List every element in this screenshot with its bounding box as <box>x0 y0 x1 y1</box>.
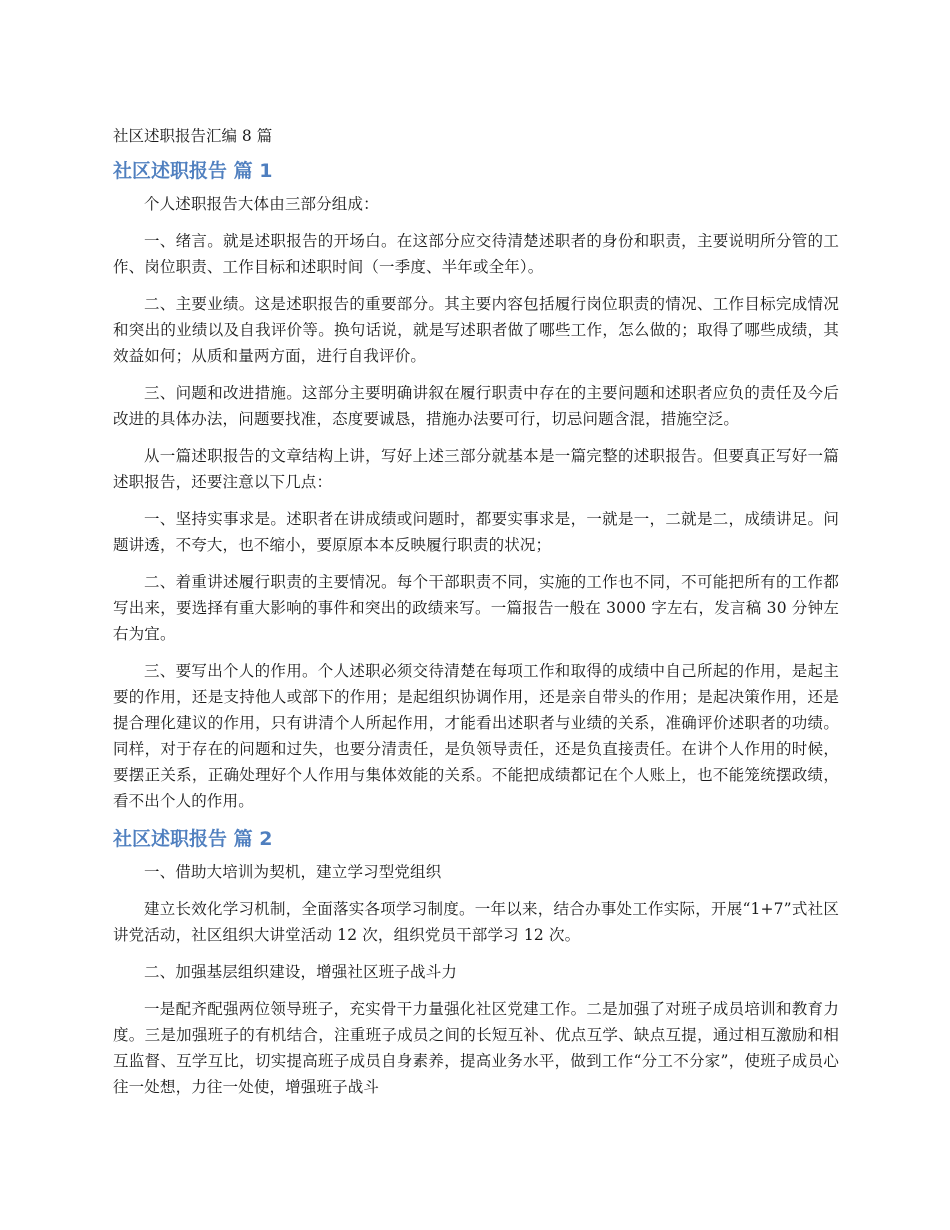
document-page <box>113 123 839 1111</box>
paragraph: 一、坚持实事求是。述职者在讲成绩或问题时，都要实事求是，一就是一，二就是二，成绩讲足。问题讲透，不夸大，也不缩小，要原原本本反映履行职责的状况； <box>113 510 839 554</box>
section-heading: 社区述职报告 篇 1 <box>113 160 273 182</box>
paragraph: 三、要写出个人的作用。个人述职必须交待清楚在每项工作和取得的成绩中自己所起的作用，是起主要的作用，还是支持他人或部下的作用；是起组织协调作用，还是亲自带头的作用；是起决策作用，还是提合理化建议的作用，只有讲清个人所起作用，才能看出述职者与业绩的关系，准确评价述职者的功绩。同样，对于存在的问题和过失，也要分清责任，是负领导责任，还是负直接责任。在讲个人作用的时候，要摆正关系，正确处理好个人作用与集体效能的关系。不能把成绩都记在个人账上，也不能笼统摆政绩，看不出个人的作用。 <box>113 662 839 810</box>
paragraph: 一、借助大培训为契机，建立学习型党组织 <box>144 863 442 881</box>
paragraph: 一是配齐配强两位领导班子，充实骨干力量强化社区党建工作。二是加强了对班子成员培训和教育力度。三是加强班子的有机结合，注重班子成员之间的长短互补、优点互学、缺点互提，通过相互激励和相互监督、互学互比，切实提高班子成员自身素养，提高业务水平，做到工作“分工不分家”，使班子成员心往一处想，力往一处使，增强班子战斗 <box>113 1000 839 1096</box>
section-1 <box>113 157 839 814</box>
paragraph: 二、主要业绩。这是述职报告的重要部分。其主要内容包括履行岗位职责的情况、工作目标完成情况和突出的业绩以及自我评价等。换句话说，就是写述职者做了哪些工作，怎么做的；取得了哪些成绩，其效益如何；从质和量两方面，进行自我评价。 <box>113 295 839 365</box>
paragraph: 建立长效化学习机制，全面落实各项学习制度。一年以来，结合办事处工作实际，开展“1+7”式社区讲党活动，社区组织大讲堂活动 12 次，组织党员干部学习 12 次。 <box>113 900 839 944</box>
document-title: 社区述职报告汇编 8 篇 <box>113 127 273 145</box>
section-heading: 社区述职报告 篇 2 <box>113 828 273 850</box>
paragraph: 三、问题和改进措施。这部分主要明确讲叙在履行职责中存在的主要问题和述职者应负的责任及今后改进的具体办法，问题要找准，态度要诚恳，措施办法要可行，切忌问题含混，措施空泛。 <box>113 384 839 428</box>
paragraph: 个人述职报告大体由三部分组成： <box>144 195 379 213</box>
paragraph: 二、着重讲述履行职责的主要情况。每个干部职责不同，实施的工作也不同，不可能把所有的工作都写出来，要选择有重大影响的事件和突出的政绩来写。一篇报告一般在 3000 字左右，发言稿 30 分钟左右为宜。 <box>113 573 839 643</box>
paragraph: 二、加强基层组织建设，增强社区班子战斗力 <box>144 963 458 981</box>
paragraph: 从一篇述职报告的文章结构上讲，写好上述三部分就基本是一篇完整的述职报告。但要真正写好一篇述职报告，还要注意以下几点： <box>113 447 839 491</box>
paragraph: 一、绪言。就是述职报告的开场白。在这部分应交待清楚述职者的身份和职责，主要说明所分管的工作、岗位职责、工作目标和述职时间（一季度、半年或全年）。 <box>113 232 839 276</box>
section-2 <box>113 825 839 1100</box>
